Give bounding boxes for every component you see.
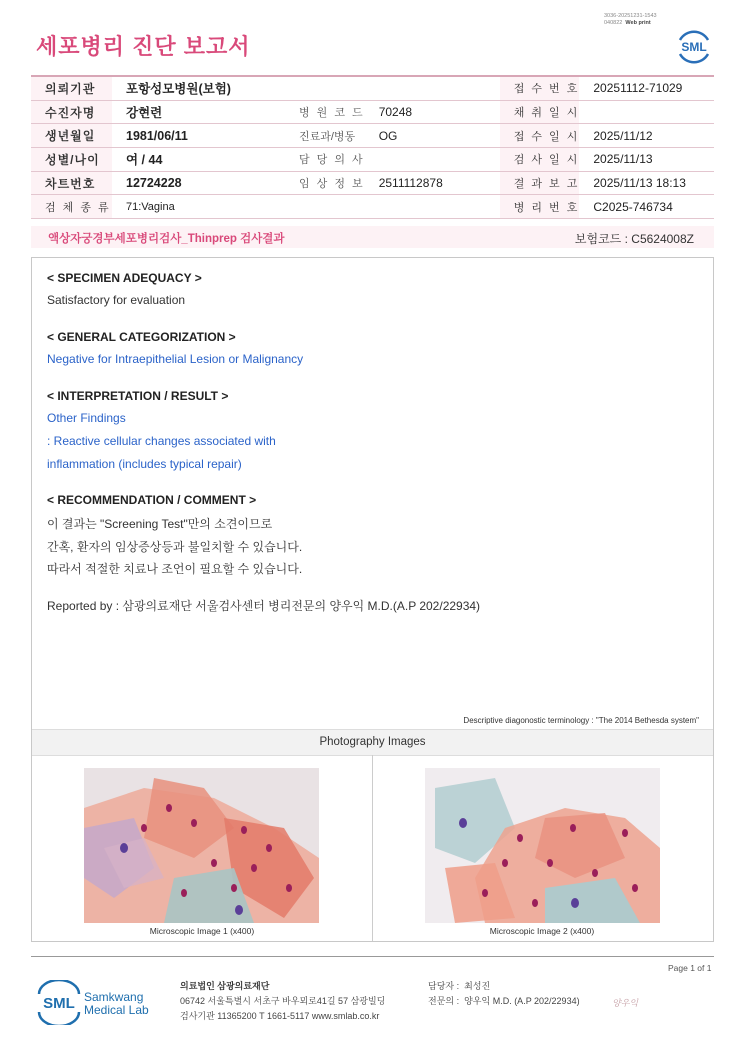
footer-address: 06742 서울특별시 서초구 바우뫼로41길 57 삼광빌딩 — [180, 996, 386, 1006]
general-heading: < GENERAL CATEGORIZATION > — [47, 330, 236, 344]
info-label: 채 취 일 시 — [500, 100, 580, 124]
staff-name: 최성진 — [464, 981, 491, 991]
info-label: 결 과 보 고 — [500, 171, 580, 195]
sml-logo-icon — [674, 26, 714, 66]
info-value: 2511112878 — [365, 171, 500, 195]
recommendation-line: 간혹, 환자의 임상증상등과 불일치할 수 있습니다. — [47, 540, 303, 554]
recommendation-heading: < RECOMMENDATION / COMMENT > — [47, 493, 257, 507]
image-caption-2: Microscopic Image 2 (x400) — [489, 926, 595, 936]
doctor-label: 전문의 : — [428, 996, 460, 1006]
logo-text: SML — [681, 40, 707, 54]
info-label: 병 원 코 드 — [285, 100, 365, 124]
microscopic-image-2 — [425, 768, 660, 923]
info-label: 검 체 종 류 — [31, 195, 112, 219]
info-label: 진료과/병동 — [285, 124, 365, 148]
info-row — [31, 148, 714, 172]
info-row — [31, 76, 714, 100]
info-row — [31, 195, 714, 219]
info-label: 담 당 의 사 — [285, 148, 365, 172]
info-row — [31, 124, 714, 148]
footer-staff-block — [428, 979, 580, 1009]
adequacy-heading: < SPECIMEN ADEQUACY > — [47, 271, 202, 285]
samkwang-logo-icon — [36, 980, 156, 1025]
info-label: 의뢰기관 — [31, 76, 112, 100]
info-label: 임 상 정 보 — [285, 171, 365, 195]
result-box — [31, 257, 714, 942]
page-number: Page 1 of 1 — [668, 963, 712, 973]
doctor-name: 양우익 M.D. (A.P 202/22934) — [464, 996, 580, 1006]
info-value: 70248 — [365, 100, 500, 124]
reported-by: Reported by : 삼광의료재단 서울검사센터 병리전문의 양우익 M.D.(A.P 202/22934) — [47, 599, 481, 613]
microscopic-image-1 — [84, 768, 319, 923]
info-label: 병 리 번 호 — [500, 195, 580, 219]
print-code-line1: 3036-20251231-1543 — [604, 13, 657, 19]
recommendation-line: 이 결과는 "Screening Test"만의 소견이므로 — [47, 517, 273, 531]
general-text: Negative for Intraepithelial Lesion or Malignancy — [47, 352, 304, 366]
info-label — [285, 76, 365, 100]
terminology-note: Descriptive diagonostic terminology : "The 2014 Bethesda system" — [463, 716, 699, 725]
image-caption-1: Microscopic Image 1 (x400) — [149, 926, 255, 936]
interpretation-line: Other Findings — [47, 411, 126, 425]
info-row — [31, 171, 714, 195]
info-value: 2025/11/13 — [579, 148, 714, 172]
staff-label: 담당자 : — [428, 981, 460, 991]
info-value: 20251112-71029 — [579, 76, 714, 100]
info-label: 생년월일 — [31, 124, 112, 148]
info-value: 2025/11/13 18:13 — [579, 171, 714, 195]
footer-address-block — [180, 979, 385, 1024]
info-value: 1981/06/11 — [112, 124, 285, 148]
info-value — [579, 100, 714, 124]
report-title: 세포병리 진단 보고서 — [36, 34, 251, 59]
web-print-tag: Web print — [625, 20, 651, 26]
interpretation-line: : Reactive cellular changes associated with — [47, 434, 276, 448]
adequacy-text: Satisfactory for evaluation — [47, 293, 186, 307]
info-label: 접 수 일 시 — [500, 124, 580, 148]
info-label: 수진자명 — [31, 100, 112, 124]
patient-info-table — [31, 75, 714, 219]
footer-divider — [31, 956, 714, 957]
photo-divider — [372, 755, 373, 941]
info-value: 강현련 — [112, 100, 285, 124]
photo-heading: Photography Images — [319, 736, 426, 748]
info-label — [285, 195, 365, 219]
info-row — [31, 100, 714, 124]
photo-header — [32, 729, 713, 756]
info-value: C2025-746734 — [579, 195, 714, 219]
footer-logo-name2: Medical Lab — [84, 1003, 149, 1017]
info-value: 71:Vagina — [112, 195, 285, 219]
footer-logo-name1: Samkwang — [84, 990, 144, 1004]
info-label: 차트번호 — [31, 171, 112, 195]
info-value: 여 / 44 — [112, 148, 285, 172]
info-value: 2025/11/12 — [579, 124, 714, 148]
info-label: 성별/나이 — [31, 148, 112, 172]
recommendation-line: 따라서 적절한 치료나 조언이 필요할 수 있습니다. — [47, 562, 303, 576]
info-label: 접 수 번 호 — [500, 76, 580, 100]
doctor-signature: 양우익 — [612, 998, 639, 1008]
exam-name: 액상자궁경부세포병리검사_Thinprep 검사결과 — [48, 233, 285, 245]
interpretation-heading: < INTERPRETATION / RESULT > — [47, 389, 229, 403]
interpretation-line: inflammation (includes typical repair) — [47, 457, 242, 471]
info-value — [365, 195, 500, 219]
info-label: 검 사 일 시 — [500, 148, 580, 172]
info-value — [365, 148, 500, 172]
exam-bar — [31, 226, 714, 248]
footer-contact: 검사기관 11365200 T 1661-5117 www.smlab.co.kr — [180, 1011, 380, 1021]
insurance-code: 보험코드 : C5624008Z — [574, 232, 694, 246]
print-code — [604, 13, 657, 27]
footer-org: 의료법인 삼광의료재단 — [180, 981, 270, 991]
info-value: 12724228 — [112, 171, 285, 195]
info-value: 포항성모병원(보험) — [112, 76, 285, 100]
print-code-line2: 040822 — [604, 20, 623, 26]
info-value — [365, 76, 500, 100]
footer-logo-mark: SML — [43, 995, 75, 1012]
info-value: OG — [365, 124, 500, 148]
